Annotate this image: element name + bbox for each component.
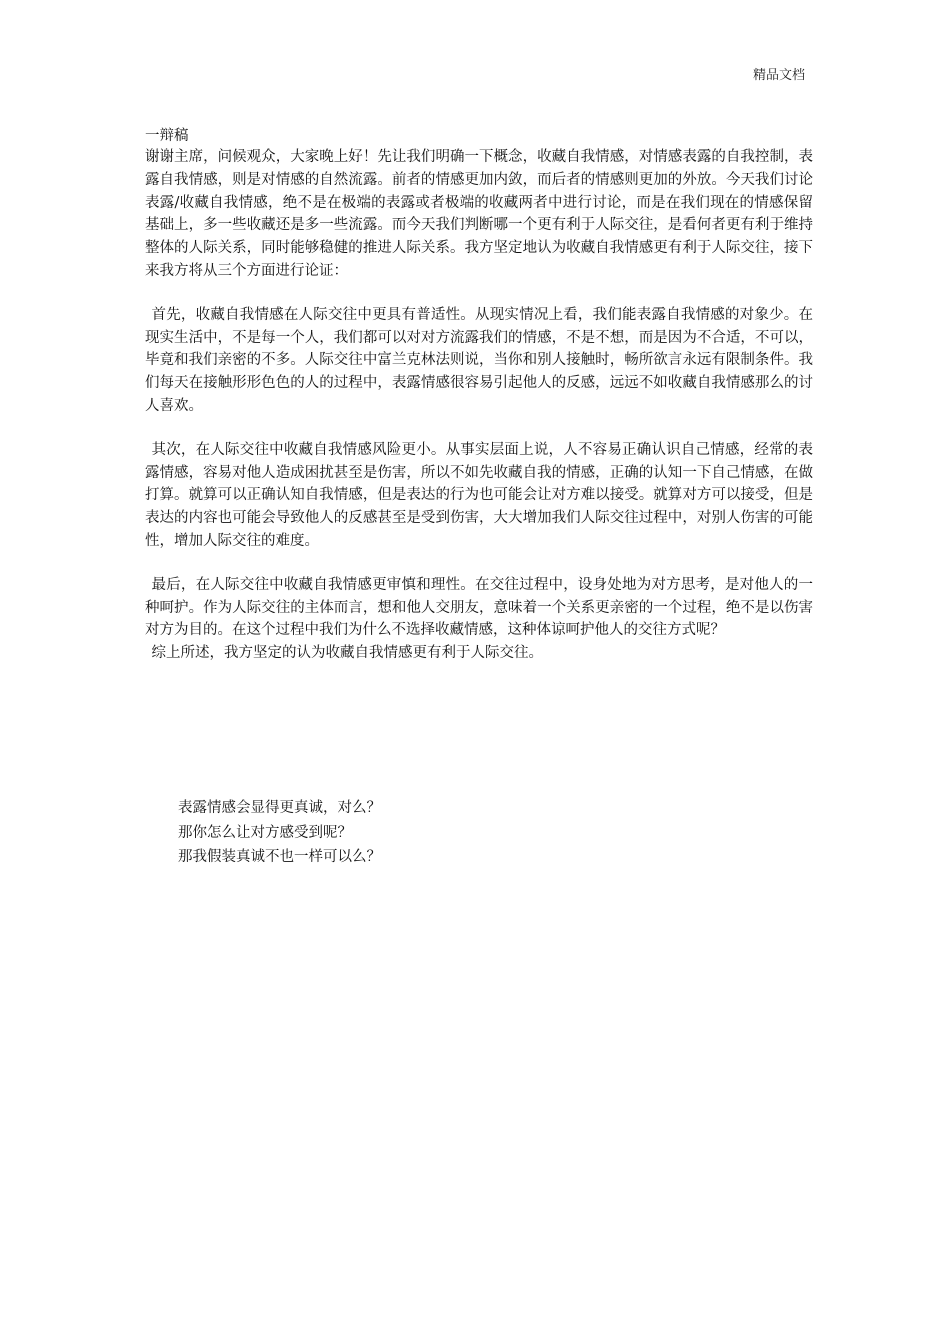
paragraph-gap <box>145 553 813 574</box>
question-item: 表露情感会显得更真诚，对么？ <box>178 800 381 816</box>
document-title: 一辩稿 <box>145 128 189 144</box>
question-list <box>178 796 381 870</box>
paragraph-gap <box>145 418 813 439</box>
question-item: 那你怎么让对方感受到呢？ <box>178 824 352 841</box>
conclusion-paragraph: 综上所述，我方坚定的认为收藏自我情感更有利于人际交往。 <box>151 645 544 662</box>
intro-paragraph: 谢谢主席，问候观众，大家晚上好！先让我们明确一下概念，收藏自我情感，对情感表露的自我控制，表露自我情感，则是对情感的自然流露。前者的情感更加内敛，而后者的情感则更加的外放。今天我们讨论表露/收藏自我情感，绝不是在极端的表露或者极端的收藏两者中进行讨论，而是在我们现在的情感保留基础上，多一些收藏还是多一些流露。而今天我们判断哪一个更有利于人际交往，是看何者更有利于维持整体的人际关系，同时能够稳健的推进人际关系。我方坚定地认为收藏自我情感更有利于人际交往，接下来我方将从三个方面进行论证： <box>145 149 813 279</box>
page-header-label: 精品文档 <box>752 68 805 83</box>
point-one-paragraph: 首先，收藏自我情感在人际交往中更具有普适性。从现实情况上看，我们能表露自我情感的对象少。在现实生活中，不是每一个人，我们都可以对对方流露我们的情感，不是不想，而是因为不合适，不可以，毕竟和我们亲密的不多。人际交往中富兰克林法则说，当你和别人接触时，畅所欲言永远有限制条件。我们每天在接触形形色色的人的过程中，表露情感很容易引起他人的反感，远远不如收藏自我情感那么的讨人喜欢。 <box>145 306 813 414</box>
paragraph-gap <box>145 283 813 304</box>
document-body <box>145 126 813 665</box>
point-three-paragraph: 最后，在人际交往中收藏自我情感更审慎和理性。在交往过程中，设身处地为对方思考，是对他人的一种呵护。作为人际交往的主体而言，想和他人交朋友，意味着一个关系更亲密的一个过程，绝不是以伤害对方为目的。在这个过程中我们为什么不选择收藏情感，这种体谅呵护他人的交往方式呢？ <box>145 576 813 639</box>
point-two-paragraph: 其次，在人际交往中收藏自我情感风险更小。从事实层面上说，人不容易正确认识自己情感，经常的表露情感，容易对他人造成困扰甚至是伤害，所以不如先收藏自我的情感，正确的认知一下自己情感，在做打算。就算可以正确认知自我情感，但是表达的行为也可能会让对方难以接受。就算对方可以接受，但是表达的内容也可能会导致他人的反感甚至是受到伤害，大大增加我们人际交往过程中，对别人伤害的可能性，增加人际交往的难度。 <box>145 441 813 549</box>
question-item: 那我假装真诚不也一样可以么？ <box>178 849 381 865</box>
